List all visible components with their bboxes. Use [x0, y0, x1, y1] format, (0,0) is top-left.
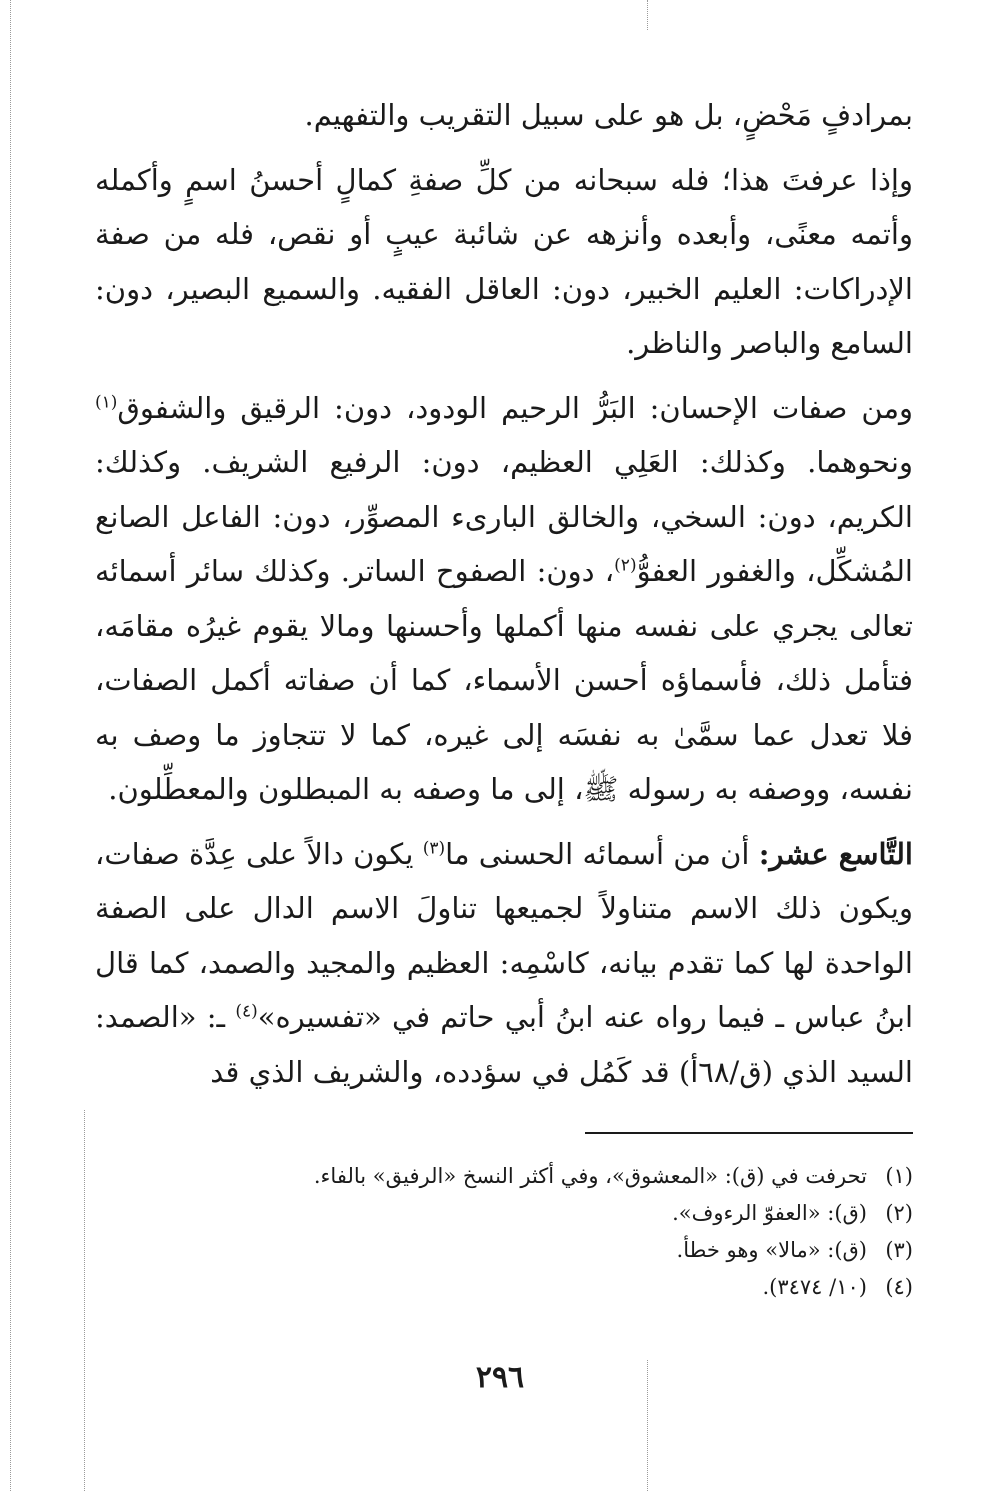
footnote-1	[95, 1158, 913, 1195]
paragraph-3	[95, 381, 913, 817]
scan-edge-mark	[10, 0, 11, 1491]
footnote-ref-1[interactable]: (١)	[95, 391, 118, 412]
paragraph-1	[95, 88, 913, 143]
paragraph-text: ونحوهما. وكذلك: العَلِي العظيم، دون: الرفيع الشريف. وكذلك: الكريم، دون: السخي، والخالق البارىء المصوِّر، دون: الفاعل الصانع المُشكِّل، والغفور العفوُّ	[95, 445, 913, 588]
paragraph-text: وإذا عرفتَ هذا؛ فله سبحانه من كلِّ صفةِ كمالٍ أحسنُ اسمٍ وأكمله وأتمه معنًى، وأبعده وأنزهه عن شائبة عيبٍ أو نقص، فله من صفة الإدراكات: العليم الخبير، دون: العاقل الفقيه. والسميع البصير، دون: السامع والباصر والناظر.	[95, 162, 913, 360]
footnote-number: (٢)	[885, 1201, 913, 1225]
paragraph-text: بمرادفٍ مَحْضٍ، بل هو على سبيل التقريب والتفهيم.	[304, 98, 913, 132]
paragraph-text: ـ: «الصمد: السيد الذي (ق/٦٨أ) قد كَمُل في سؤدده، والشريف الذي قد	[95, 1000, 913, 1089]
footnote-text: تحرفت في (ق): «المعشوق»، وفي أكثر النسخ «الرفيق» بالفاء.	[313, 1164, 867, 1188]
footnote-4	[95, 1269, 913, 1306]
footnotes	[95, 1158, 913, 1306]
paragraph-text: ومن صفات الإحسان: البَرُّ الرحيم الودود، دون: الرقيق والشفوق	[117, 390, 913, 425]
scan-edge-mark	[84, 1110, 85, 1491]
footnote-ref-4[interactable]: (٤)	[235, 1001, 258, 1022]
footnote-text: (١٠/ ٣٤٧٤).	[762, 1275, 867, 1299]
paragraph-text: أن من أسمائه الحسنى ما	[445, 836, 759, 871]
footnote-2	[95, 1195, 913, 1232]
main-text	[95, 88, 913, 1099]
footnote-ref-2[interactable]: (٢)	[614, 555, 637, 576]
section-heading: التَّاسع عشر:	[758, 836, 913, 871]
footnote-3	[95, 1232, 913, 1269]
footnote-number: (١)	[885, 1164, 913, 1188]
scan-fold-mark	[647, 0, 648, 30]
footnote-number: (٣)	[885, 1238, 913, 1262]
footnote-text: (ق): «العفوّ الرءوف».	[672, 1201, 867, 1225]
page-number: ٢٩٦	[475, 1360, 525, 1395]
paragraph-2	[95, 153, 913, 371]
paragraph-text: ، دون: الصفوح الساتر. وكذلك سائر أسمائه تعالى يجري على نفسه منها أكملها وأحسنها ومالا يقوم غيرُه مقامَه، فتأمل ذلك، فأسماؤه أحسن الأسماء، كما أن صفاته أكمل الصفات، فلا تعدل عما سمَّىٰ به نفسَه إلى غيره، كما لا تتجاوز ما وصف به نفسه، ووصفه به رسوله ﷺ، إلى ما وصفه به المبطلون والمعطِّلون.	[95, 554, 913, 806]
paragraph-text: يكون دالاً على عِدَّة صفات، ويكون ذلك الاسم متناولاً لجميعها تناولَ الاسم الدال على الصفة الواحدة لها كما تقدم بيانه، كاسْمِه: العظيم والمجيد والصمد، كما قال ابنُ عباس ـ فيما رواه عنه ابنُ أبي حاتم في «تفسيره»	[95, 836, 914, 1034]
footnote-number: (٤)	[885, 1275, 913, 1299]
footnote-text: (ق): «مالا» وهو خطأ.	[676, 1238, 867, 1262]
footnote-ref-3[interactable]: (٣)	[422, 837, 446, 858]
paragraph-4	[95, 827, 913, 1100]
footnote-separator	[585, 1132, 913, 1134]
